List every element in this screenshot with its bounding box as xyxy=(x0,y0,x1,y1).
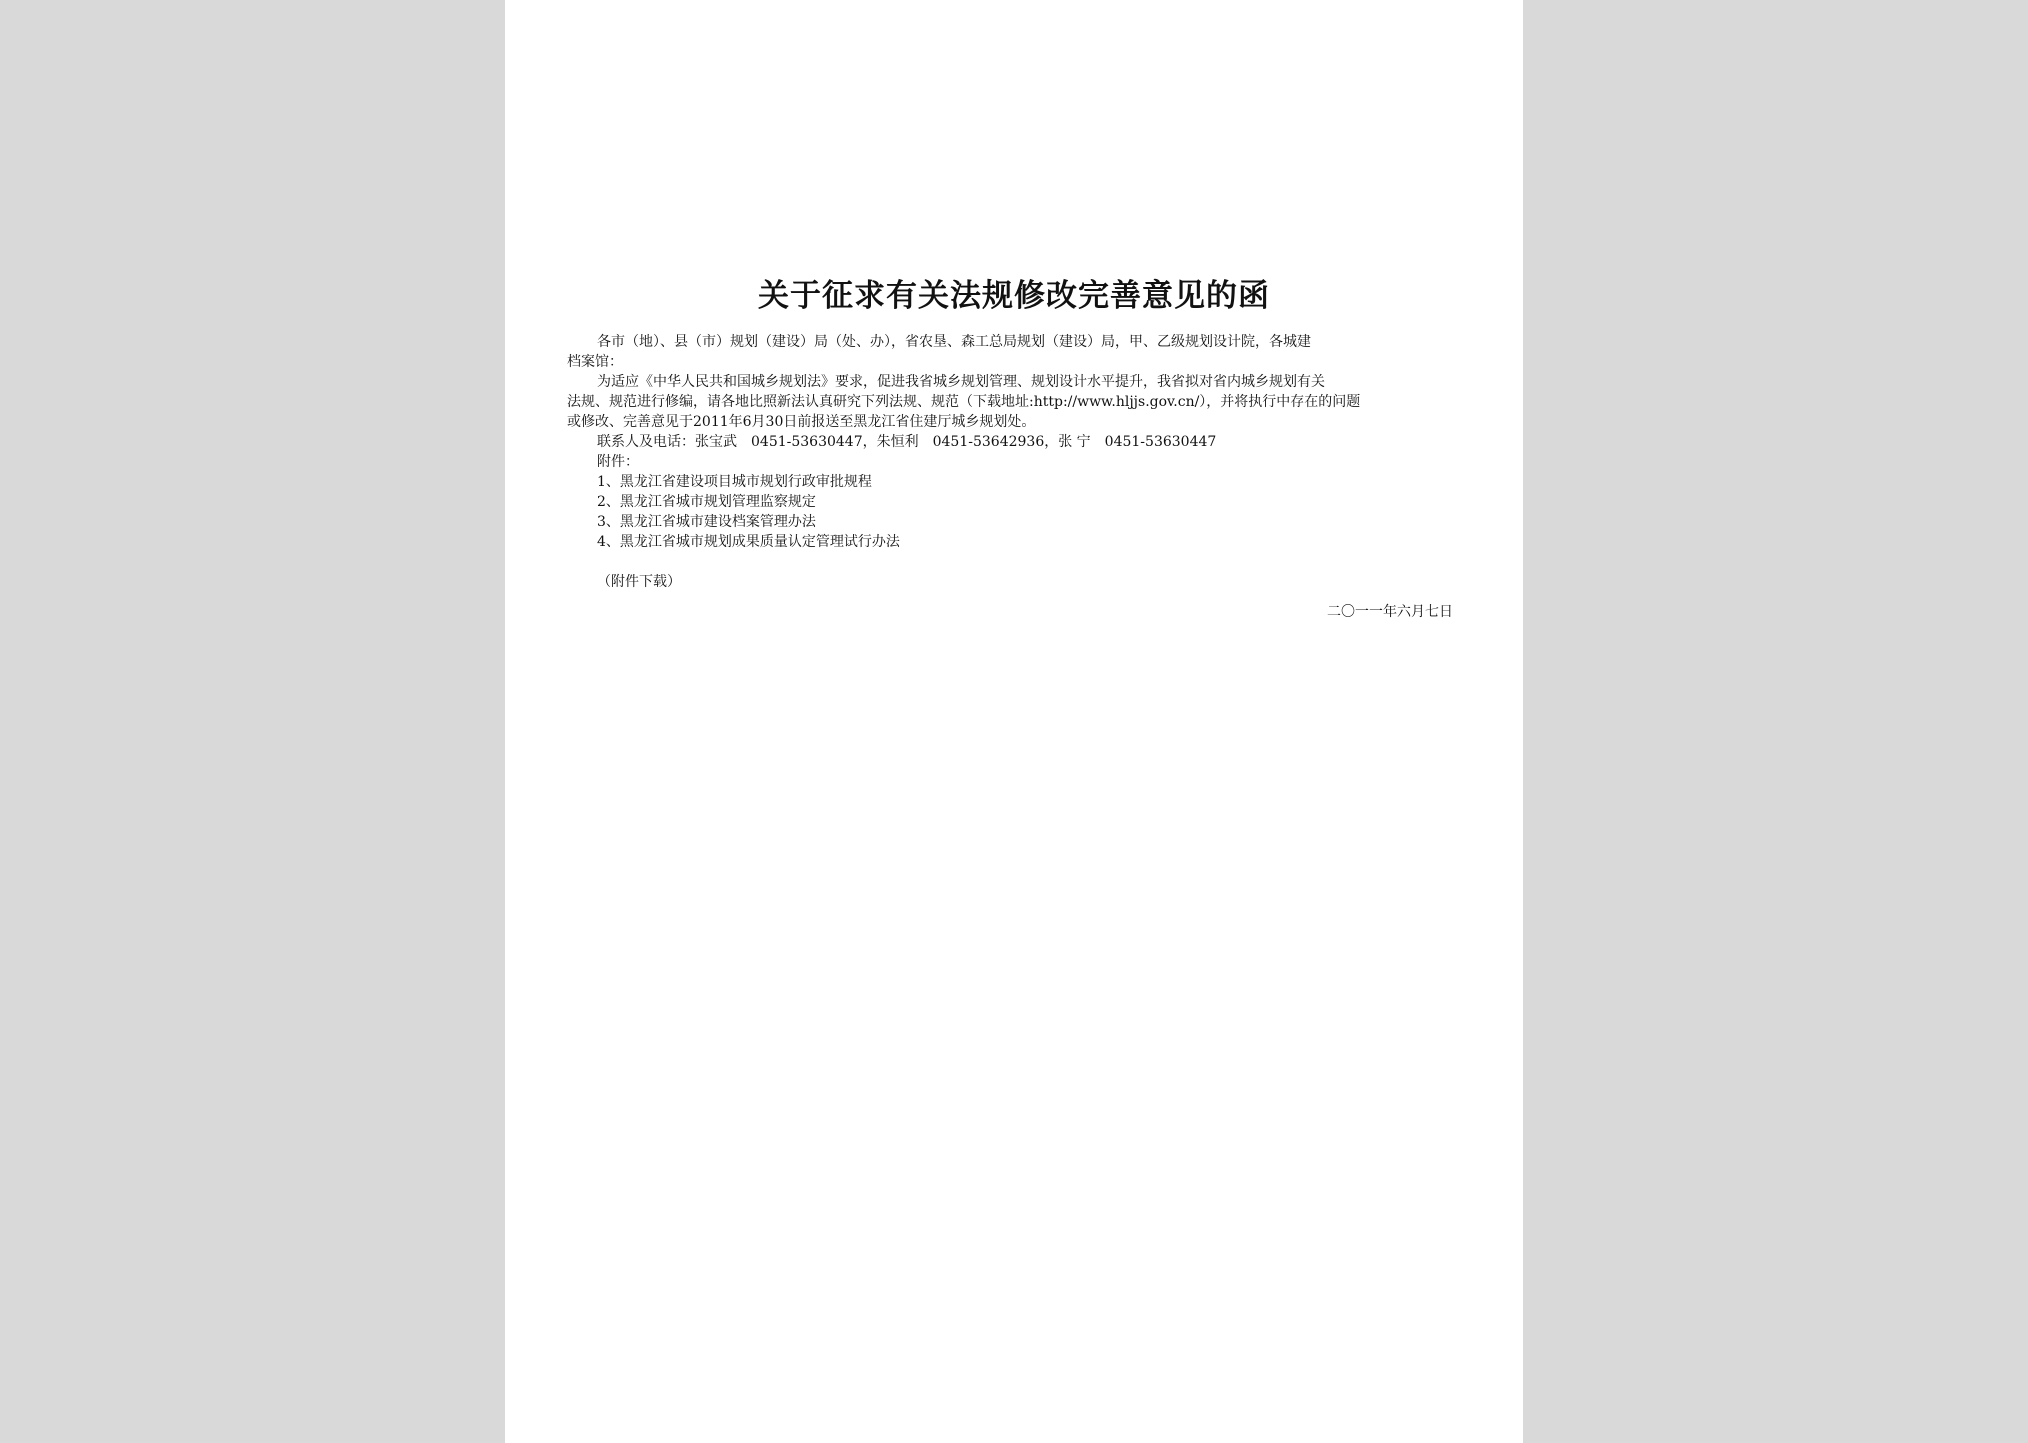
document-body xyxy=(567,332,1463,622)
paragraph-line-3: 或修改、完善意见于2011年6月30日前报送至黑龙江省住建厅城乡规划处。 xyxy=(567,414,1036,430)
attachment-item: 4、黑龙江省城市规划成果质量认定管理试行办法 xyxy=(597,534,900,550)
attachment-download-link[interactable]: （附件下载） xyxy=(597,574,681,590)
document-page xyxy=(505,0,1523,1443)
attachment-item: 3、黑龙江省城市建设档案管理办法 xyxy=(597,514,816,530)
document-date: 二〇一一年六月七日 xyxy=(1327,604,1453,620)
salutation-line-1: 各市（地）、县（市）规划（建设）局（处、办），省农垦、森工总局规划（建设）局，甲、乙级规划设计院，各城建 xyxy=(597,334,1311,350)
spacer xyxy=(567,592,1463,602)
paragraph-line-1: 为适应《中华人民共和国城乡规划法》要求，促进我省城乡规划管理、规划设计水平提升，我省拟对省内城乡规划有关 xyxy=(597,374,1325,390)
attachment-item: 1、黑龙江省建设项目城市规划行政审批规程 xyxy=(597,474,872,490)
spacer xyxy=(567,552,1463,572)
attachments-label: 附件： xyxy=(597,454,639,470)
paragraph-line-2: 法规、规范进行修编，请各地比照新法认真研究下列法规、规范（下载地址:http://www.hljjs.gov.cn/），并将执行中存在的问题 xyxy=(567,394,1361,410)
salutation-line-2: 档案馆： xyxy=(567,354,623,370)
document-title: 关于征求有关法规修改完善意见的函 xyxy=(758,278,1270,314)
contact-line: 联系人及电话：张宝武 0451-53630447，朱恒利 0451-53642936，张 宁 0451-53630447 xyxy=(597,434,1217,450)
attachment-item: 2、黑龙江省城市规划管理监察规定 xyxy=(597,494,816,510)
